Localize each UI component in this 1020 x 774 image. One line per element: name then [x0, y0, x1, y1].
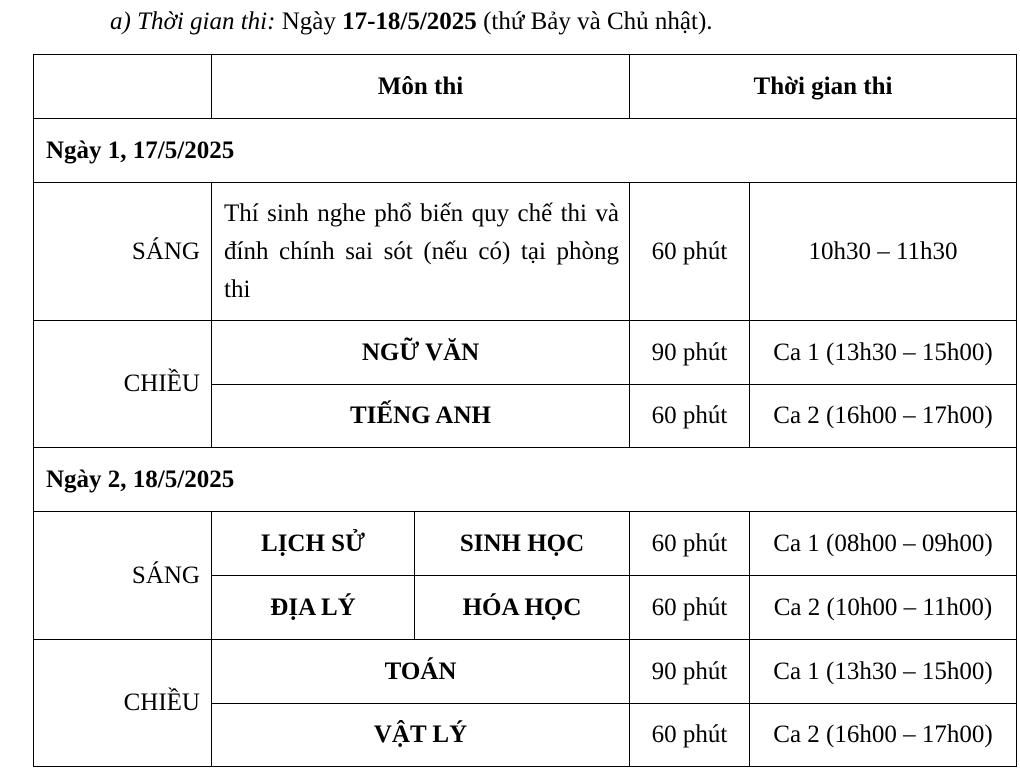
time-cell: Ca 2 (16h00 – 17h00): [750, 704, 1017, 767]
header-time: Thời gian thi: [630, 55, 1017, 119]
duration-cell: 90 phút: [630, 321, 750, 385]
time-cell: Ca 2 (16h00 – 17h00): [750, 385, 1017, 448]
table-row: [34, 321, 1017, 385]
day-row: [34, 448, 1017, 512]
subject-cell: HÓA HỌC: [415, 576, 630, 640]
time-cell: Ca 2 (10h00 – 11h00): [750, 576, 1017, 640]
day1-morning-duration: 60 phút: [630, 183, 750, 321]
exam-schedule-table: [33, 54, 1017, 767]
subject-cell: VẬT LÝ: [212, 704, 630, 767]
day1-title: Ngày 1, 17/5/2025: [34, 119, 1017, 183]
subject-cell: LỊCH SỬ: [212, 512, 415, 576]
day-row: [34, 119, 1017, 183]
subject-cell: TOÁN: [212, 640, 630, 704]
section-text-after: (thứ Bảy và Chủ nhật).: [476, 8, 713, 35]
subject-cell: SINH HỌC: [415, 512, 630, 576]
day2-afternoon-session: CHIỀU: [34, 640, 212, 767]
duration-cell: 60 phút: [630, 512, 750, 576]
header-empty-cell: [34, 55, 212, 119]
table-row: [34, 640, 1017, 704]
header-subject: Môn thi: [212, 55, 630, 119]
subject-cell: TIẾNG ANH: [212, 385, 630, 448]
duration-cell: 60 phút: [630, 704, 750, 767]
section-text-before: Ngày: [275, 8, 343, 35]
day1-afternoon-session: CHIỀU: [34, 321, 212, 448]
day1-morning-session: SÁNG: [34, 183, 212, 321]
section-label: a) Thời gian thi:: [110, 8, 276, 35]
table-row: [34, 512, 1017, 576]
day2-title: Ngày 2, 18/5/2025: [34, 448, 1017, 512]
duration-cell: 90 phút: [630, 640, 750, 704]
header-row: [34, 55, 1017, 119]
subject-cell: NGỮ VĂN: [212, 321, 630, 385]
time-cell: Ca 1 (13h30 – 15h00): [750, 321, 1017, 385]
table-row: [34, 183, 1017, 321]
day2-morning-session: SÁNG: [34, 512, 212, 640]
day1-morning-activity: Thí sinh nghe phổ biến quy chế thi và đính chính sai sót (nếu có) tại phòng thi: [212, 183, 630, 321]
time-cell: Ca 1 (13h30 – 15h00): [750, 640, 1017, 704]
duration-cell: 60 phút: [630, 385, 750, 448]
section-heading: [110, 4, 713, 40]
day1-morning-time: 10h30 – 11h30: [750, 183, 1017, 321]
exam-dates: 17-18/5/2025: [342, 8, 477, 35]
time-cell: Ca 1 (08h00 – 09h00): [750, 512, 1017, 576]
subject-cell: ĐỊA LÝ: [212, 576, 415, 640]
duration-cell: 60 phút: [630, 576, 750, 640]
